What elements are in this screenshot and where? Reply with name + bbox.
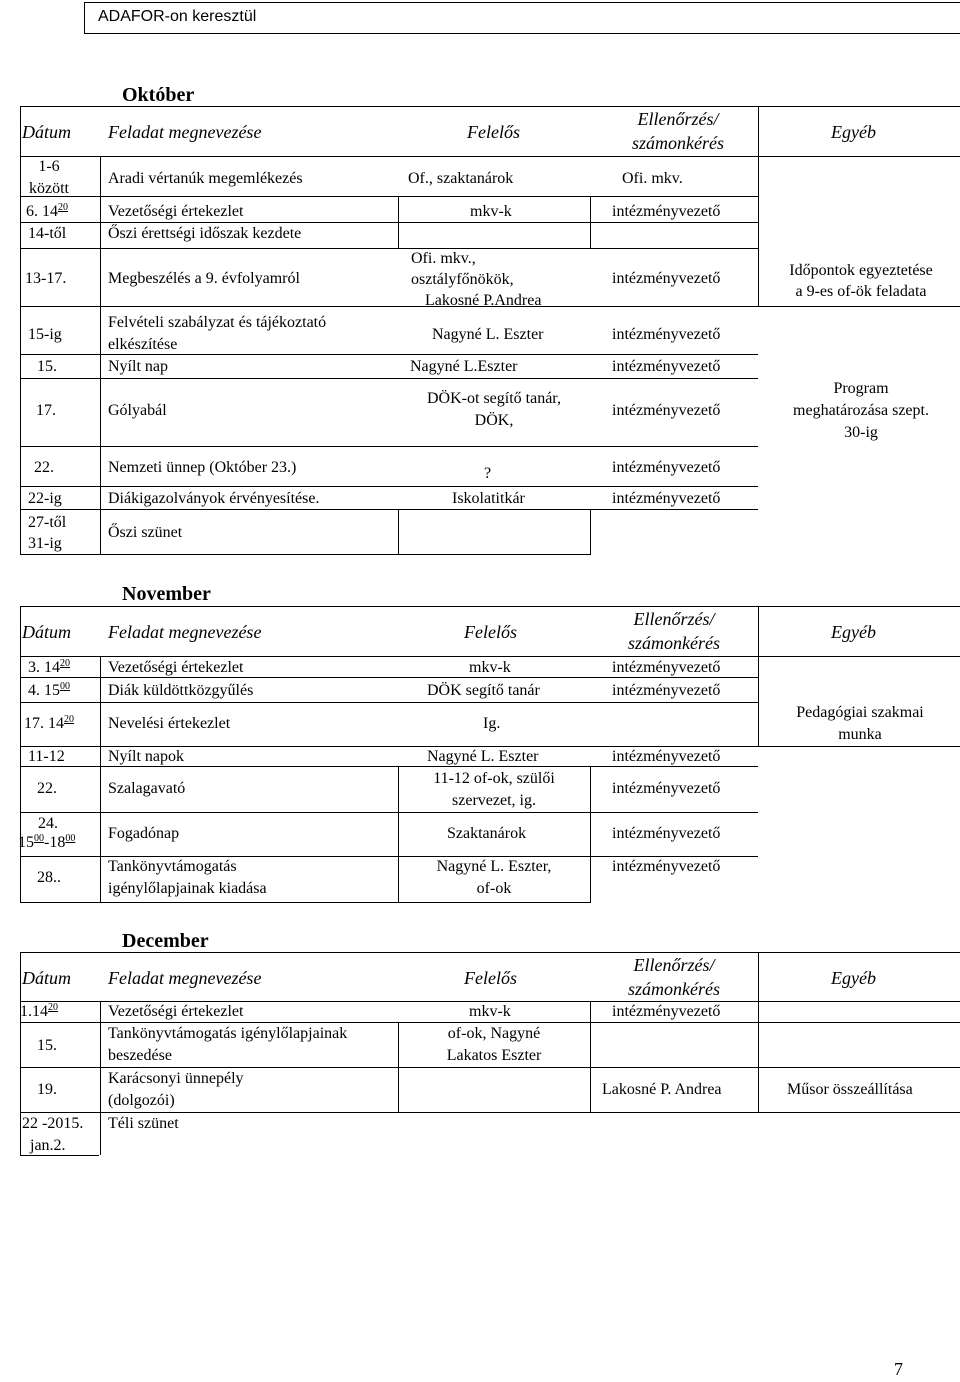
table-cell: intézményvezető (612, 1003, 721, 1020)
table-cell: 15. (37, 1037, 57, 1054)
table-cell: Lakosné P. Andrea (602, 1081, 722, 1098)
col-header-other: Egyéb (831, 968, 876, 988)
table-cell: Pedagógiai szakmai (796, 704, 924, 721)
col-header-check-2: számonkérés (628, 979, 720, 999)
table-cell: Program (833, 380, 889, 397)
table-cell: igénylőlapjainak kiadása (108, 880, 267, 897)
table-cell: (dolgozói) (108, 1092, 175, 1109)
table-cell: intézményvezető (612, 459, 721, 476)
table-cell: Vezetőségi értekezlet (108, 203, 244, 220)
section-title-december: December (122, 930, 209, 952)
table-cell: 17. (36, 402, 56, 419)
table-cell: munka (838, 726, 882, 743)
table-cell: 1-6 (38, 158, 60, 175)
table-cell: intézményvezető (612, 858, 721, 875)
table-cell: 27-től (28, 514, 67, 531)
table-cell: Nagyné L. Eszter (432, 326, 544, 343)
table-cell: Tankönyvtámogatás (108, 858, 237, 875)
table-cell: között (29, 180, 69, 197)
table-cell: Lakatos Eszter (446, 1047, 542, 1064)
table-cell: DÖK, (474, 412, 514, 429)
table-cell: Nyílt nap (108, 358, 168, 375)
table-cell: 15. (37, 358, 57, 375)
table-cell: Gólyabál (108, 402, 167, 419)
table-cell: 13-17. (25, 270, 67, 287)
table-cell: Szaktanárok (447, 825, 527, 842)
table-cell: 28.. (37, 869, 61, 886)
table-cell: 4. $15^{00}$ (28, 681, 70, 699)
table-cell: Diákigazolványok érvényesítése. (108, 490, 320, 507)
table-cell: DÖK-ot segítő tanár, (427, 390, 561, 407)
col-header-check-1: Ellenőrzés/ (633, 609, 715, 629)
col-header-task: Feladat megnevezése (108, 968, 262, 988)
table-cell: intézményvezető (612, 402, 721, 419)
table-cell: intézményvezető (612, 780, 721, 797)
table-cell: Karácsonyi ünnepély (108, 1070, 244, 1087)
table-cell: 3. $14^{20}$ (28, 658, 70, 676)
col-header-other: Egyéb (831, 622, 876, 642)
col-header-responsible: Felelős (464, 968, 517, 988)
table-cell: 22-ig (28, 490, 62, 507)
table-cell: jan.2. (30, 1137, 66, 1154)
table-cell: Ig. (483, 715, 501, 732)
table-cell: Ofi. mkv. (622, 170, 683, 187)
table-cell: Nemzeti ünnep (Október 23.) (108, 459, 297, 476)
col-header-check-2: számonkérés (628, 633, 720, 653)
table-cell: Őszi szünet (108, 524, 183, 541)
table-cell: Iskolatitkár (452, 490, 525, 507)
table-cell: intézményvezető (612, 682, 721, 699)
table-cell: Vezetőségi értekezlet (108, 659, 244, 676)
table-cell: intézményvezető (612, 659, 721, 676)
col-header-task: Feladat megnevezése (108, 622, 262, 642)
table-cell: intézményvezető (612, 748, 721, 765)
table-cell: Fogadónap (108, 825, 180, 842)
col-header-responsible: Felelős (467, 122, 520, 142)
col-header-date: Dátum (22, 122, 71, 142)
table-cell: 30-ig (844, 424, 878, 441)
table-cell: Műsor összeállítása (787, 1081, 913, 1098)
table-cell: Lakosné P.Andrea (425, 292, 542, 309)
table-cell: mkv-k (469, 659, 511, 676)
table-cell: intézményvezető (612, 358, 721, 375)
table-cell: mkv-k (469, 1003, 511, 1020)
table-cell: 11-12 of-ok, szülői (433, 770, 555, 787)
table-cell: of-ok, Nagyné (447, 1025, 541, 1042)
col-header-other: Egyéb (831, 122, 876, 142)
table-cell: 15-ig (28, 326, 62, 343)
table-cell: ? (484, 465, 492, 482)
col-header-responsible: Felelős (464, 622, 517, 642)
table-cell: Nagyné L. Eszter, (436, 858, 552, 875)
table-cell: $15^{00}-18^{00}$ (18, 833, 76, 851)
table-cell: Időpontok egyeztetése (789, 262, 933, 279)
col-header-date: Dátum (22, 622, 71, 642)
table-cell: Aradi vértanúk megemlékezés (108, 170, 303, 187)
table-cell: Szalagavató (108, 780, 186, 797)
col-header-task: Feladat megnevezése (108, 122, 262, 142)
table-cell: osztályfőnökök, (411, 271, 514, 288)
table-cell: 22 -2015. (22, 1115, 84, 1132)
table-cell: meghatározása szept. (793, 402, 929, 419)
table-cell: 1.14$^{20}$ (20, 1002, 58, 1020)
table-cell: 22. (37, 780, 57, 797)
table-cell: Téli szünet (108, 1115, 179, 1132)
table-cell: Nagyné L. Eszter (427, 748, 539, 765)
table-cell: Diák küldöttközgyűlés (108, 682, 254, 699)
header-text: ADAFOR-on keresztül (98, 8, 257, 25)
table-cell: Nevelési értekezlet (108, 715, 231, 732)
table-cell: Ofi. mkv., (411, 250, 476, 267)
table-cell: Of., szaktanárok (408, 170, 514, 187)
table-cell: Őszi érettségi időszak kezdete (108, 225, 302, 242)
section-title-november: November (122, 583, 211, 605)
table-cell: DÖK segítő tanár (427, 682, 540, 699)
table-cell: Megbeszélés a 9. évfolyamról (108, 270, 300, 287)
col-header-check-2: számonkérés (632, 133, 724, 153)
table-cell: 22. (34, 459, 54, 476)
table-cell: intézményvezető (612, 326, 721, 343)
table-cell: 14-től (28, 225, 67, 242)
table-cell: a 9-es of-ök feladata (795, 283, 927, 300)
table-cell: szervezet, ig. (452, 792, 536, 809)
col-header-date: Dátum (22, 968, 71, 988)
table-cell: intézményvezető (612, 825, 721, 842)
table-cell: Tankönyvtámogatás igénylőlapjainak (108, 1025, 348, 1042)
page-number: 7 (894, 1359, 903, 1379)
table-cell: mkv-k (470, 203, 512, 220)
table-cell: intézményvezető (612, 270, 721, 287)
table-cell: Nagyné L.Eszter (410, 358, 518, 375)
col-header-check-1: Ellenőrzés/ (633, 955, 715, 975)
table-cell: Vezetőségi értekezlet (108, 1003, 244, 1020)
table-cell: 17. $14^{20}$ (24, 714, 74, 732)
table-cell: beszedése (108, 1047, 172, 1064)
table-cell: Nyílt napok (108, 748, 184, 765)
table-cell: intézményvezető (612, 203, 721, 220)
table-cell: of-ok (476, 880, 512, 897)
table-cell: 24. (38, 815, 58, 832)
table-cell: 31-ig (28, 535, 62, 552)
col-header-check-1: Ellenőrzés/ (637, 109, 719, 129)
table-cell: Felvételi szabályzat és tájékoztató (108, 314, 327, 331)
section-title-october: Október (122, 84, 195, 106)
table-cell: 6. $14^{20}$ (26, 202, 68, 220)
table-cell: 19. (37, 1081, 57, 1098)
table-cell: 11-12 (28, 748, 65, 765)
table-cell: intézményvezető (612, 490, 721, 507)
table-cell: elkészítése (108, 336, 178, 353)
